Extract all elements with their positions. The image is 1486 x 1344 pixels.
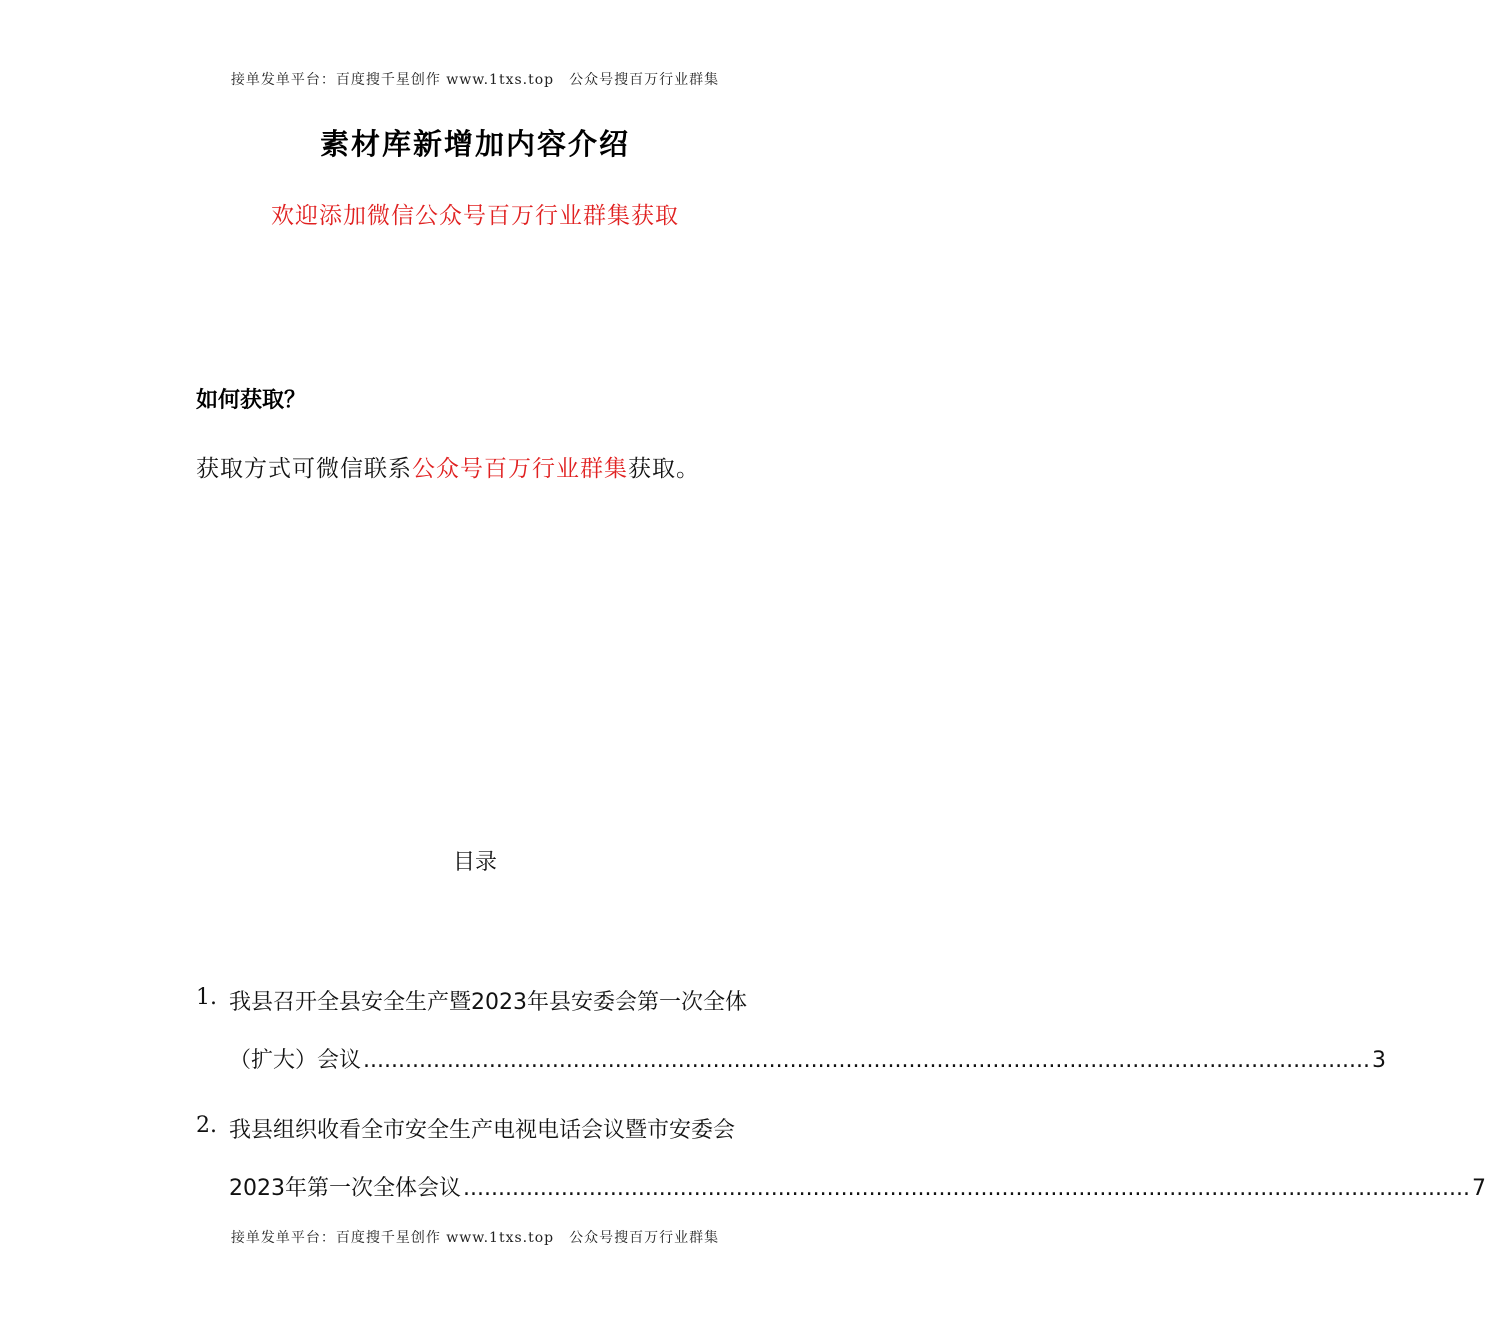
toc-leader-dots: ................................................................................................................................................ (463, 1176, 1471, 1201)
document-title: 素材库新增加内容介绍 (319, 127, 630, 161)
toc-entry-title-line2-row (229, 1043, 1387, 1074)
toc-leader-dots: ................................................................................................................................................ (363, 1048, 1371, 1073)
page-footer: 接单发单平台：百度搜千星创作 www.1txs.top 公众号搜百万行业群集 (230, 1230, 720, 1246)
document-subtitle: 欢迎添加微信公众号百万行业群集获取 (271, 203, 679, 229)
toc-entry-number: 2. (196, 1113, 217, 1138)
toc-entry-title-line2-row (229, 1171, 1486, 1202)
toc-entry-number: 1. (196, 985, 217, 1010)
toc-entry-page: 3 (1372, 1048, 1387, 1073)
toc-entry-title-line1: 我县召开全县安全生产暨2023年县安委会第一次全体 (229, 990, 747, 1015)
toc-entry-page: 7 (1472, 1176, 1486, 1201)
method-paragraph (196, 450, 700, 483)
method-suffix: 获取。 (628, 456, 700, 482)
toc-entry-title-line2: （扩大）会议 (229, 1048, 362, 1073)
howto-heading: 如何获取？ (196, 388, 307, 413)
toc-title: 目录 (452, 850, 497, 875)
method-highlight: 公众号百万行业群集 (412, 456, 628, 482)
method-prefix: 获取方式可微信联系 (196, 456, 412, 482)
page-header: 接单发单平台：百度搜千星创作 www.1txs.top 公众号搜百万行业群集 (230, 72, 720, 88)
toc-entry-title-line1: 我县组织收看全市安全生产电视电话会议暨市安委会 (229, 1118, 736, 1143)
toc-entry-title-line2: 2023年第一次全体会议 (229, 1176, 461, 1201)
